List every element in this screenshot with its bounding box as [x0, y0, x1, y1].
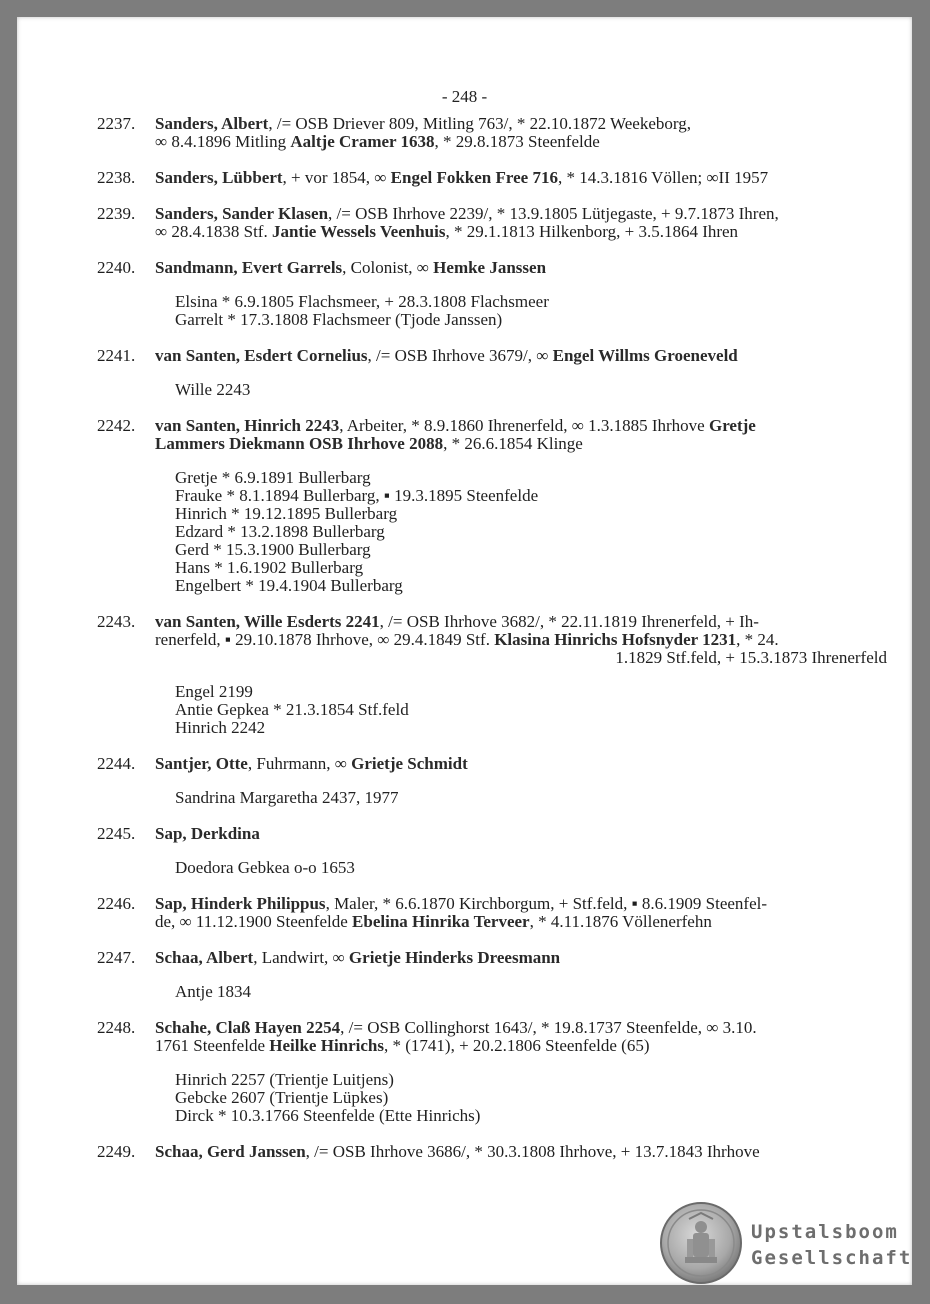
genealogy-entry: [97, 1143, 887, 1161]
entry-line: [155, 1019, 887, 1037]
entry-line: [155, 755, 887, 773]
entry-text: [155, 825, 887, 843]
genealogy-entry: [97, 949, 887, 1001]
entry-number: 2241.: [97, 346, 136, 365]
entry-detail: , * 4.11.1876 Völlenerfehn: [529, 912, 712, 931]
children-list: [155, 293, 887, 329]
child-item: Antje 1834: [175, 982, 252, 1001]
entry-text: [155, 895, 887, 931]
entry-number: 2246.: [97, 894, 136, 913]
entry-detail: , Arbeiter, * 8.9.1860 Ihrenerfeld, ∞ 1.3.1885 Ihrhove: [339, 416, 709, 435]
entry-text: [155, 417, 887, 453]
person-name: Klasina Hinrichs Hofsnyder 1231: [494, 630, 737, 649]
child-item: Gebcke 2607 (Trientje Lüpkes): [175, 1088, 389, 1107]
entry-detail: , /= OSB Ihrhove 3686/, * 30.3.1808 Ihrhove, + 13.7.1843 Ihrhove: [305, 1142, 760, 1161]
entry-detail: , Landwirt, ∞: [253, 948, 349, 967]
entry-detail: , + vor 1854, ∞: [282, 168, 391, 187]
document-page: [17, 17, 912, 1285]
entry-detail: , Maler, * 6.6.1870 Kirchborgum, + Stf.feld, ▪ 8.6.1909 Steenfel-: [325, 894, 767, 913]
child-item: Sandrina Margaretha 2437, 1977: [175, 788, 399, 807]
person-name: Santjer, Otte: [155, 754, 248, 773]
entry-detail: de, ∞ 11.12.1900 Steenfelde: [155, 912, 353, 931]
genealogy-entry: [97, 895, 887, 931]
genealogy-entry: [97, 613, 887, 737]
child-item: Frauke * 8.1.1894 Bullerbarg, ▪ 19.3.1895 Steenfelde: [175, 486, 539, 505]
genealogy-entry: [97, 1019, 887, 1125]
entry-number: 2243.: [97, 612, 136, 631]
entry-detail: , /= OSB Collinghorst 1643/, * 19.8.1737 Steenfelde, ∞ 3.10.: [340, 1018, 757, 1037]
entry-detail: renerfeld, ▪ 29.10.1878 Ihrhove, ∞ 29.4.1849 Stf.: [155, 630, 495, 649]
entry-line: [155, 1143, 887, 1161]
entry-line: [155, 347, 887, 365]
entry-detail: , /= OSB Ihrhove 3682/, * 22.11.1819 Ihrenerfeld, + Ih-: [379, 612, 759, 631]
person-name: Hemke Janssen: [433, 258, 547, 277]
child-item: Hans * 1.6.1902 Bullerbarg: [175, 558, 364, 577]
entry-line: [155, 223, 887, 241]
child-item: Wille 2243: [175, 380, 251, 399]
person-name: Gretje: [708, 416, 756, 435]
person-name: Heilke Hinrichs: [269, 1036, 384, 1055]
genealogy-entry: [97, 205, 887, 241]
entry-detail: ∞ 8.4.1896 Mitling: [155, 132, 291, 151]
children-list: [155, 1071, 887, 1125]
entry-line: [155, 895, 887, 913]
child-item: Dirck * 10.3.1766 Steenfelde (Ette Hinrichs): [175, 1106, 481, 1125]
genealogy-entry: [97, 115, 887, 151]
genealogy-entry: [97, 417, 887, 595]
child-item: Engelbert * 19.4.1904 Bullerbarg: [175, 576, 403, 595]
children-list: [155, 983, 887, 1001]
entry-text: [155, 1143, 887, 1161]
entry-line: [155, 205, 887, 223]
entry-text: [155, 205, 887, 241]
person-name: van Santen, Hinrich 2243: [155, 416, 340, 435]
entry-detail: 1.1829 Stf.feld, + 15.3.1873 Ihrenerfeld: [615, 648, 887, 667]
page-number: - 248 -: [441, 87, 488, 106]
entry-detail: , * 24.: [736, 630, 779, 649]
child-item: Hinrich * 19.12.1895 Bullerbarg: [175, 504, 398, 523]
entry-number: 2248.: [97, 1018, 136, 1037]
seal-icon: [659, 1201, 743, 1285]
logo-text: [751, 1219, 911, 1271]
entry-line: [155, 133, 887, 151]
child-item: Elsina * 6.9.1805 Flachsmeer, + 28.3.1808 Flachsmeer: [175, 292, 549, 311]
person-name: Sanders, Albert: [155, 114, 269, 133]
logo-line-2: Gesellschaft: [751, 1247, 913, 1269]
entry-line: [155, 949, 887, 967]
person-name: Ebelina Hinrika Terveer: [352, 912, 530, 931]
child-item: Engel 2199: [175, 682, 253, 701]
children-list: [155, 381, 887, 399]
person-name: Jantie Wessels Veenhuis: [271, 222, 446, 241]
genealogy-entry: [97, 825, 887, 877]
entry-line: [155, 649, 887, 667]
children-list: [155, 469, 887, 595]
genealogy-entry: [97, 755, 887, 807]
person-name: Lammers Diekmann OSB Ihrhove 2088: [155, 434, 444, 453]
entry-line: [155, 259, 887, 277]
person-name: Sandmann, Evert Garrels: [155, 258, 343, 277]
entry-text: [155, 613, 887, 667]
entry-text: [155, 169, 887, 187]
entry-detail: , * (1741), + 20.2.1806 Steenfelde (65): [384, 1036, 650, 1055]
child-item: Gerd * 15.3.1900 Bullerbarg: [175, 540, 371, 559]
person-name: Grietje Schmidt: [351, 754, 468, 773]
entry-list: [97, 115, 887, 1179]
entry-number: 2249.: [97, 1142, 136, 1161]
entry-detail: , * 29.1.1813 Hilkenborg, + 3.5.1864 Ihren: [445, 222, 739, 241]
person-name: Schahe, Claß Hayen 2254: [155, 1018, 341, 1037]
entry-line: [155, 613, 887, 631]
child-item: Edzard * 13.2.1898 Bullerbarg: [175, 522, 385, 541]
entry-text: [155, 949, 887, 967]
children-list: [155, 789, 887, 807]
entry-detail: , /= OSB Ihrhove 3679/, ∞: [367, 346, 553, 365]
entry-detail: , * 26.6.1854 Klinge: [443, 434, 583, 453]
entry-number: 2247.: [97, 948, 136, 967]
person-name: Engel Fokken Free 716: [390, 168, 558, 187]
child-item: Doedora Gebkea o-o 1653: [175, 858, 355, 877]
entry-number: 2238.: [97, 168, 136, 187]
child-item: Antie Gepkea * 21.3.1854 Stf.feld: [175, 700, 409, 719]
entry-text: [155, 115, 887, 151]
person-name: Sanders, Sander Klasen: [155, 204, 329, 223]
entry-detail: , * 29.8.1873 Steenfelde: [434, 132, 600, 151]
entry-text: [155, 259, 887, 277]
entry-number: 2239.: [97, 204, 136, 223]
entry-line: [155, 913, 887, 931]
genealogy-entry: [97, 169, 887, 187]
entry-detail: , Fuhrmann, ∞: [247, 754, 352, 773]
entry-number: 2240.: [97, 258, 136, 277]
entry-detail: 1761 Steenfelde: [155, 1036, 270, 1055]
entry-text: [155, 347, 887, 365]
person-name: Sap, Derkdina: [155, 824, 260, 843]
entry-detail: ∞ 28.4.1838 Stf.: [155, 222, 272, 241]
entry-text: [155, 755, 887, 773]
entry-number: 2237.: [97, 114, 136, 133]
person-name: Grietje Hinderks Dreesmann: [348, 948, 561, 967]
child-item: Gretje * 6.9.1891 Bullerbarg: [175, 468, 371, 487]
entry-number: 2244.: [97, 754, 136, 773]
person-name: Aaltje Cramer 1638: [290, 132, 435, 151]
entry-line: [155, 169, 887, 187]
child-item: Hinrich 2257 (Trientje Luitjens): [175, 1070, 394, 1089]
genealogy-entry: [97, 347, 887, 399]
entry-line: [155, 631, 887, 649]
person-name: van Santen, Wille Esderts 2241: [155, 612, 380, 631]
entry-text: [155, 1019, 887, 1055]
person-name: van Santen, Esdert Cornelius: [155, 346, 368, 365]
entry-line: [155, 1037, 887, 1055]
entry-number: 2245.: [97, 824, 136, 843]
child-item: Garrelt * 17.3.1808 Flachsmeer (Tjode Janssen): [175, 310, 503, 329]
entry-line: [155, 825, 887, 843]
person-name: Schaa, Albert: [155, 948, 254, 967]
child-item: Hinrich 2242: [175, 718, 266, 737]
entry-number: 2242.: [97, 416, 136, 435]
children-list: [155, 683, 887, 737]
entry-line: [155, 417, 887, 435]
person-name: Engel Willms Groeneveld: [552, 346, 738, 365]
person-name: Sap, Hinderk Philippus: [155, 894, 326, 913]
entry-detail: , * 14.3.1816 Völlen; ∞II 1957: [557, 168, 769, 187]
entry-detail: , /= OSB Ihrhove 2239/, * 13.9.1805 Lütjegaste, + 9.7.1873 Ihren,: [328, 204, 779, 223]
person-name: Sanders, Lübbert: [155, 168, 283, 187]
entry-detail: , /= OSB Driever 809, Mitling 763/, * 22.10.1872 Weekeborg,: [268, 114, 691, 133]
entry-line: [155, 115, 887, 133]
entry-detail: , Colonist, ∞: [342, 258, 434, 277]
person-name: Schaa, Gerd Janssen: [155, 1142, 306, 1161]
genealogy-entry: [97, 259, 887, 329]
logo-line-1: Upstalsboom: [751, 1221, 899, 1243]
children-list: [155, 859, 887, 877]
entry-line: [155, 435, 887, 453]
